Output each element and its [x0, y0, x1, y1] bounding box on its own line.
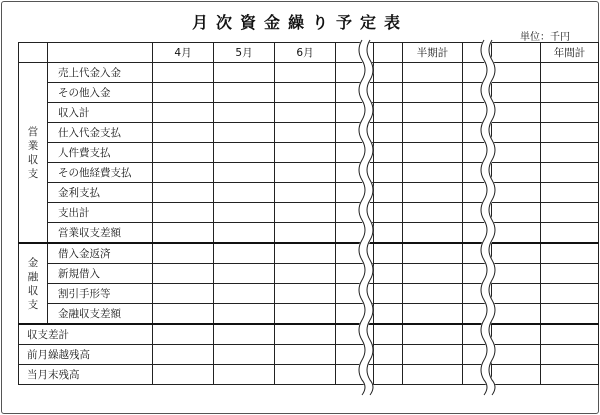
row-label: 金融収支差額: [48, 304, 153, 325]
entry-cell[interactable]: [336, 284, 374, 304]
entry-cell[interactable]: [492, 365, 541, 385]
entry-cell[interactable]: [374, 304, 403, 325]
entry-cell[interactable]: [374, 264, 403, 284]
row-label: 売上代金入金: [48, 63, 153, 83]
table-row: [19, 63, 599, 83]
row-label: 支出計: [48, 203, 153, 223]
entry-cell[interactable]: [153, 163, 214, 183]
entry-cell[interactable]: [214, 123, 275, 143]
entry-cell[interactable]: [336, 223, 374, 244]
entry-cell[interactable]: [403, 103, 463, 123]
entry-cell[interactable]: [336, 103, 374, 123]
entry-cell[interactable]: [403, 143, 463, 163]
header-corner-label: [48, 43, 153, 63]
table-row: [19, 163, 599, 183]
header-month-1: 4月: [153, 43, 214, 63]
entry-cell[interactable]: [275, 304, 336, 325]
group-financing-label: 金融収支: [19, 243, 48, 324]
entry-cell[interactable]: [403, 223, 463, 244]
entry-cell[interactable]: [153, 304, 214, 325]
entry-cell[interactable]: [275, 103, 336, 123]
header-month-3: 6月: [275, 43, 336, 63]
entry-cell[interactable]: [492, 243, 541, 264]
entry-cell[interactable]: [374, 163, 403, 183]
header-blank: [374, 43, 403, 63]
entry-cell[interactable]: [374, 284, 403, 304]
entry-cell[interactable]: [153, 143, 214, 163]
entry-cell[interactable]: [153, 123, 214, 143]
row-label: 営業収支差額: [48, 223, 153, 244]
entry-cell[interactable]: [374, 103, 403, 123]
row-label: 借入金返済: [48, 243, 153, 264]
entry-cell[interactable]: [153, 324, 214, 345]
entry-cell[interactable]: [463, 203, 492, 223]
entry-cell[interactable]: [336, 163, 374, 183]
entry-cell[interactable]: [214, 183, 275, 203]
entry-cell[interactable]: [541, 83, 599, 103]
table-row: [19, 123, 599, 143]
entry-cell[interactable]: [214, 163, 275, 183]
entry-cell[interactable]: [463, 123, 492, 143]
entry-cell[interactable]: [275, 243, 336, 264]
entry-cell[interactable]: [541, 264, 599, 284]
entry-cell[interactable]: [374, 345, 403, 365]
entry-cell[interactable]: [374, 365, 403, 385]
entry-cell[interactable]: [214, 143, 275, 163]
table-row: [19, 284, 599, 304]
entry-cell[interactable]: [541, 365, 599, 385]
entry-cell[interactable]: [463, 345, 492, 365]
entry-cell[interactable]: [541, 143, 599, 163]
entry-cell[interactable]: [336, 324, 374, 345]
entry-cell[interactable]: [541, 163, 599, 183]
entry-cell[interactable]: [492, 103, 541, 123]
entry-cell[interactable]: [492, 183, 541, 203]
entry-cell[interactable]: [463, 223, 492, 244]
entry-cell[interactable]: [153, 83, 214, 103]
entry-cell[interactable]: [463, 163, 492, 183]
entry-cell[interactable]: [374, 63, 403, 83]
table-row: [19, 203, 599, 223]
entry-cell[interactable]: [374, 183, 403, 203]
entry-cell[interactable]: [541, 203, 599, 223]
entry-cell[interactable]: [153, 365, 214, 385]
entry-cell[interactable]: [336, 345, 374, 365]
entry-cell[interactable]: [336, 264, 374, 284]
entry-cell[interactable]: [403, 183, 463, 203]
header-blank: [463, 43, 492, 63]
group-operating-label: 営業収支: [19, 63, 48, 244]
entry-cell[interactable]: [275, 365, 336, 385]
entry-cell[interactable]: [463, 264, 492, 284]
entry-cell[interactable]: [275, 63, 336, 83]
entry-cell[interactable]: [403, 63, 463, 83]
entry-cell[interactable]: [463, 324, 492, 345]
entry-cell[interactable]: [492, 63, 541, 83]
entry-cell[interactable]: [275, 123, 336, 143]
header-month-2: 5月: [214, 43, 275, 63]
entry-cell[interactable]: [463, 103, 492, 123]
entry-cell[interactable]: [275, 324, 336, 345]
table-row: [19, 143, 599, 163]
entry-cell[interactable]: [541, 324, 599, 345]
row-label: 人件費支払: [48, 143, 153, 163]
entry-cell[interactable]: [275, 345, 336, 365]
table-row: [19, 243, 599, 264]
entry-cell[interactable]: [541, 345, 599, 365]
entry-cell[interactable]: [214, 243, 275, 264]
entry-cell[interactable]: [492, 143, 541, 163]
entry-cell[interactable]: [541, 243, 599, 264]
entry-cell[interactable]: [214, 103, 275, 123]
entry-cell[interactable]: [463, 83, 492, 103]
row-label: 割引手形等: [48, 284, 153, 304]
entry-cell[interactable]: [214, 284, 275, 304]
header-annual-total: 年間計: [541, 43, 599, 63]
entry-cell[interactable]: [153, 183, 214, 203]
entry-cell[interactable]: [374, 123, 403, 143]
entry-cell[interactable]: [463, 243, 492, 264]
header-half-total: 半期計: [403, 43, 463, 63]
entry-cell[interactable]: [374, 203, 403, 223]
table-row: [19, 345, 599, 365]
entry-cell[interactable]: [153, 345, 214, 365]
entry-cell[interactable]: [275, 183, 336, 203]
entry-cell[interactable]: [275, 264, 336, 284]
entry-cell[interactable]: [336, 183, 374, 203]
entry-cell[interactable]: [336, 203, 374, 223]
entry-cell[interactable]: [541, 284, 599, 304]
table-row: [19, 83, 599, 103]
entry-cell[interactable]: [336, 143, 374, 163]
entry-cell[interactable]: [541, 223, 599, 244]
entry-cell[interactable]: [492, 284, 541, 304]
entry-cell[interactable]: [463, 143, 492, 163]
table-row: [19, 365, 599, 385]
entry-cell[interactable]: [275, 163, 336, 183]
entry-cell[interactable]: [275, 83, 336, 103]
entry-cell[interactable]: [275, 284, 336, 304]
entry-cell[interactable]: [214, 345, 275, 365]
entry-cell[interactable]: [492, 304, 541, 325]
entry-cell[interactable]: [541, 123, 599, 143]
entry-cell[interactable]: [403, 243, 463, 264]
entry-cell[interactable]: [403, 163, 463, 183]
entry-cell[interactable]: [336, 83, 374, 103]
summary-label: 前月繰越残高: [19, 345, 153, 365]
table-row: [19, 183, 599, 203]
entry-cell[interactable]: [492, 123, 541, 143]
entry-cell[interactable]: [463, 284, 492, 304]
row-label: その他経費支払: [48, 163, 153, 183]
entry-cell[interactable]: [275, 203, 336, 223]
entry-cell[interactable]: [153, 103, 214, 123]
entry-cell[interactable]: [214, 203, 275, 223]
entry-cell[interactable]: [153, 203, 214, 223]
entry-cell[interactable]: [492, 324, 541, 345]
entry-cell[interactable]: [336, 365, 374, 385]
entry-cell[interactable]: [463, 304, 492, 325]
entry-cell[interactable]: [463, 183, 492, 203]
entry-cell[interactable]: [153, 264, 214, 284]
entry-cell[interactable]: [492, 345, 541, 365]
entry-cell[interactable]: [153, 284, 214, 304]
entry-cell[interactable]: [336, 123, 374, 143]
entry-cell[interactable]: [214, 63, 275, 83]
entry-cell[interactable]: [541, 63, 599, 83]
entry-cell[interactable]: [463, 365, 492, 385]
entry-cell[interactable]: [214, 83, 275, 103]
entry-cell[interactable]: [374, 223, 403, 244]
header-blank: [336, 43, 374, 63]
row-label: 新規借入: [48, 264, 153, 284]
header-blank: [492, 43, 541, 63]
entry-cell[interactable]: [541, 103, 599, 123]
entry-cell[interactable]: [214, 223, 275, 244]
entry-cell[interactable]: [492, 163, 541, 183]
table-row: [19, 103, 599, 123]
entry-cell[interactable]: [403, 345, 463, 365]
form-title: 月次資金繰り予定表: [191, 13, 408, 32]
row-label: その他入金: [48, 83, 153, 103]
entry-cell[interactable]: [403, 83, 463, 103]
entry-cell[interactable]: [336, 63, 374, 83]
entry-cell[interactable]: [492, 223, 541, 244]
entry-cell[interactable]: [336, 243, 374, 264]
entry-cell[interactable]: [336, 304, 374, 325]
entry-cell[interactable]: [374, 243, 403, 264]
summary-label: 当月末残高: [19, 365, 153, 385]
entry-cell[interactable]: [492, 203, 541, 223]
entry-cell[interactable]: [403, 123, 463, 143]
entry-cell[interactable]: [214, 264, 275, 284]
summary-label: 収支差計: [19, 324, 153, 345]
entry-cell[interactable]: [153, 223, 214, 244]
entry-cell[interactable]: [403, 264, 463, 284]
entry-cell[interactable]: [492, 83, 541, 103]
entry-cell[interactable]: [492, 264, 541, 284]
header-row: [19, 43, 599, 63]
row-label: 仕入代金支払: [48, 123, 153, 143]
table-row: [19, 264, 599, 284]
cash-flow-table: [18, 42, 599, 385]
entry-cell[interactable]: [403, 365, 463, 385]
table-row: [19, 223, 599, 244]
entry-cell[interactable]: [214, 304, 275, 325]
row-label: 収入計: [48, 103, 153, 123]
entry-cell[interactable]: [374, 324, 403, 345]
entry-cell[interactable]: [275, 143, 336, 163]
row-label: 金利支払: [48, 183, 153, 203]
entry-cell[interactable]: [541, 183, 599, 203]
entry-cell[interactable]: [214, 324, 275, 345]
entry-cell[interactable]: [403, 324, 463, 345]
entry-cell[interactable]: [403, 304, 463, 325]
entry-cell[interactable]: [153, 243, 214, 264]
header-corner: [19, 43, 48, 63]
entry-cell[interactable]: [374, 143, 403, 163]
table-row: [19, 324, 599, 345]
entry-cell[interactable]: [214, 365, 275, 385]
entry-cell[interactable]: [403, 284, 463, 304]
table-row: [19, 304, 599, 325]
entry-cell[interactable]: [374, 83, 403, 103]
entry-cell[interactable]: [541, 304, 599, 325]
entry-cell[interactable]: [403, 203, 463, 223]
entry-cell[interactable]: [463, 63, 492, 83]
entry-cell[interactable]: [153, 63, 214, 83]
entry-cell[interactable]: [275, 223, 336, 244]
unit-label: 単位：千円: [520, 32, 570, 43]
